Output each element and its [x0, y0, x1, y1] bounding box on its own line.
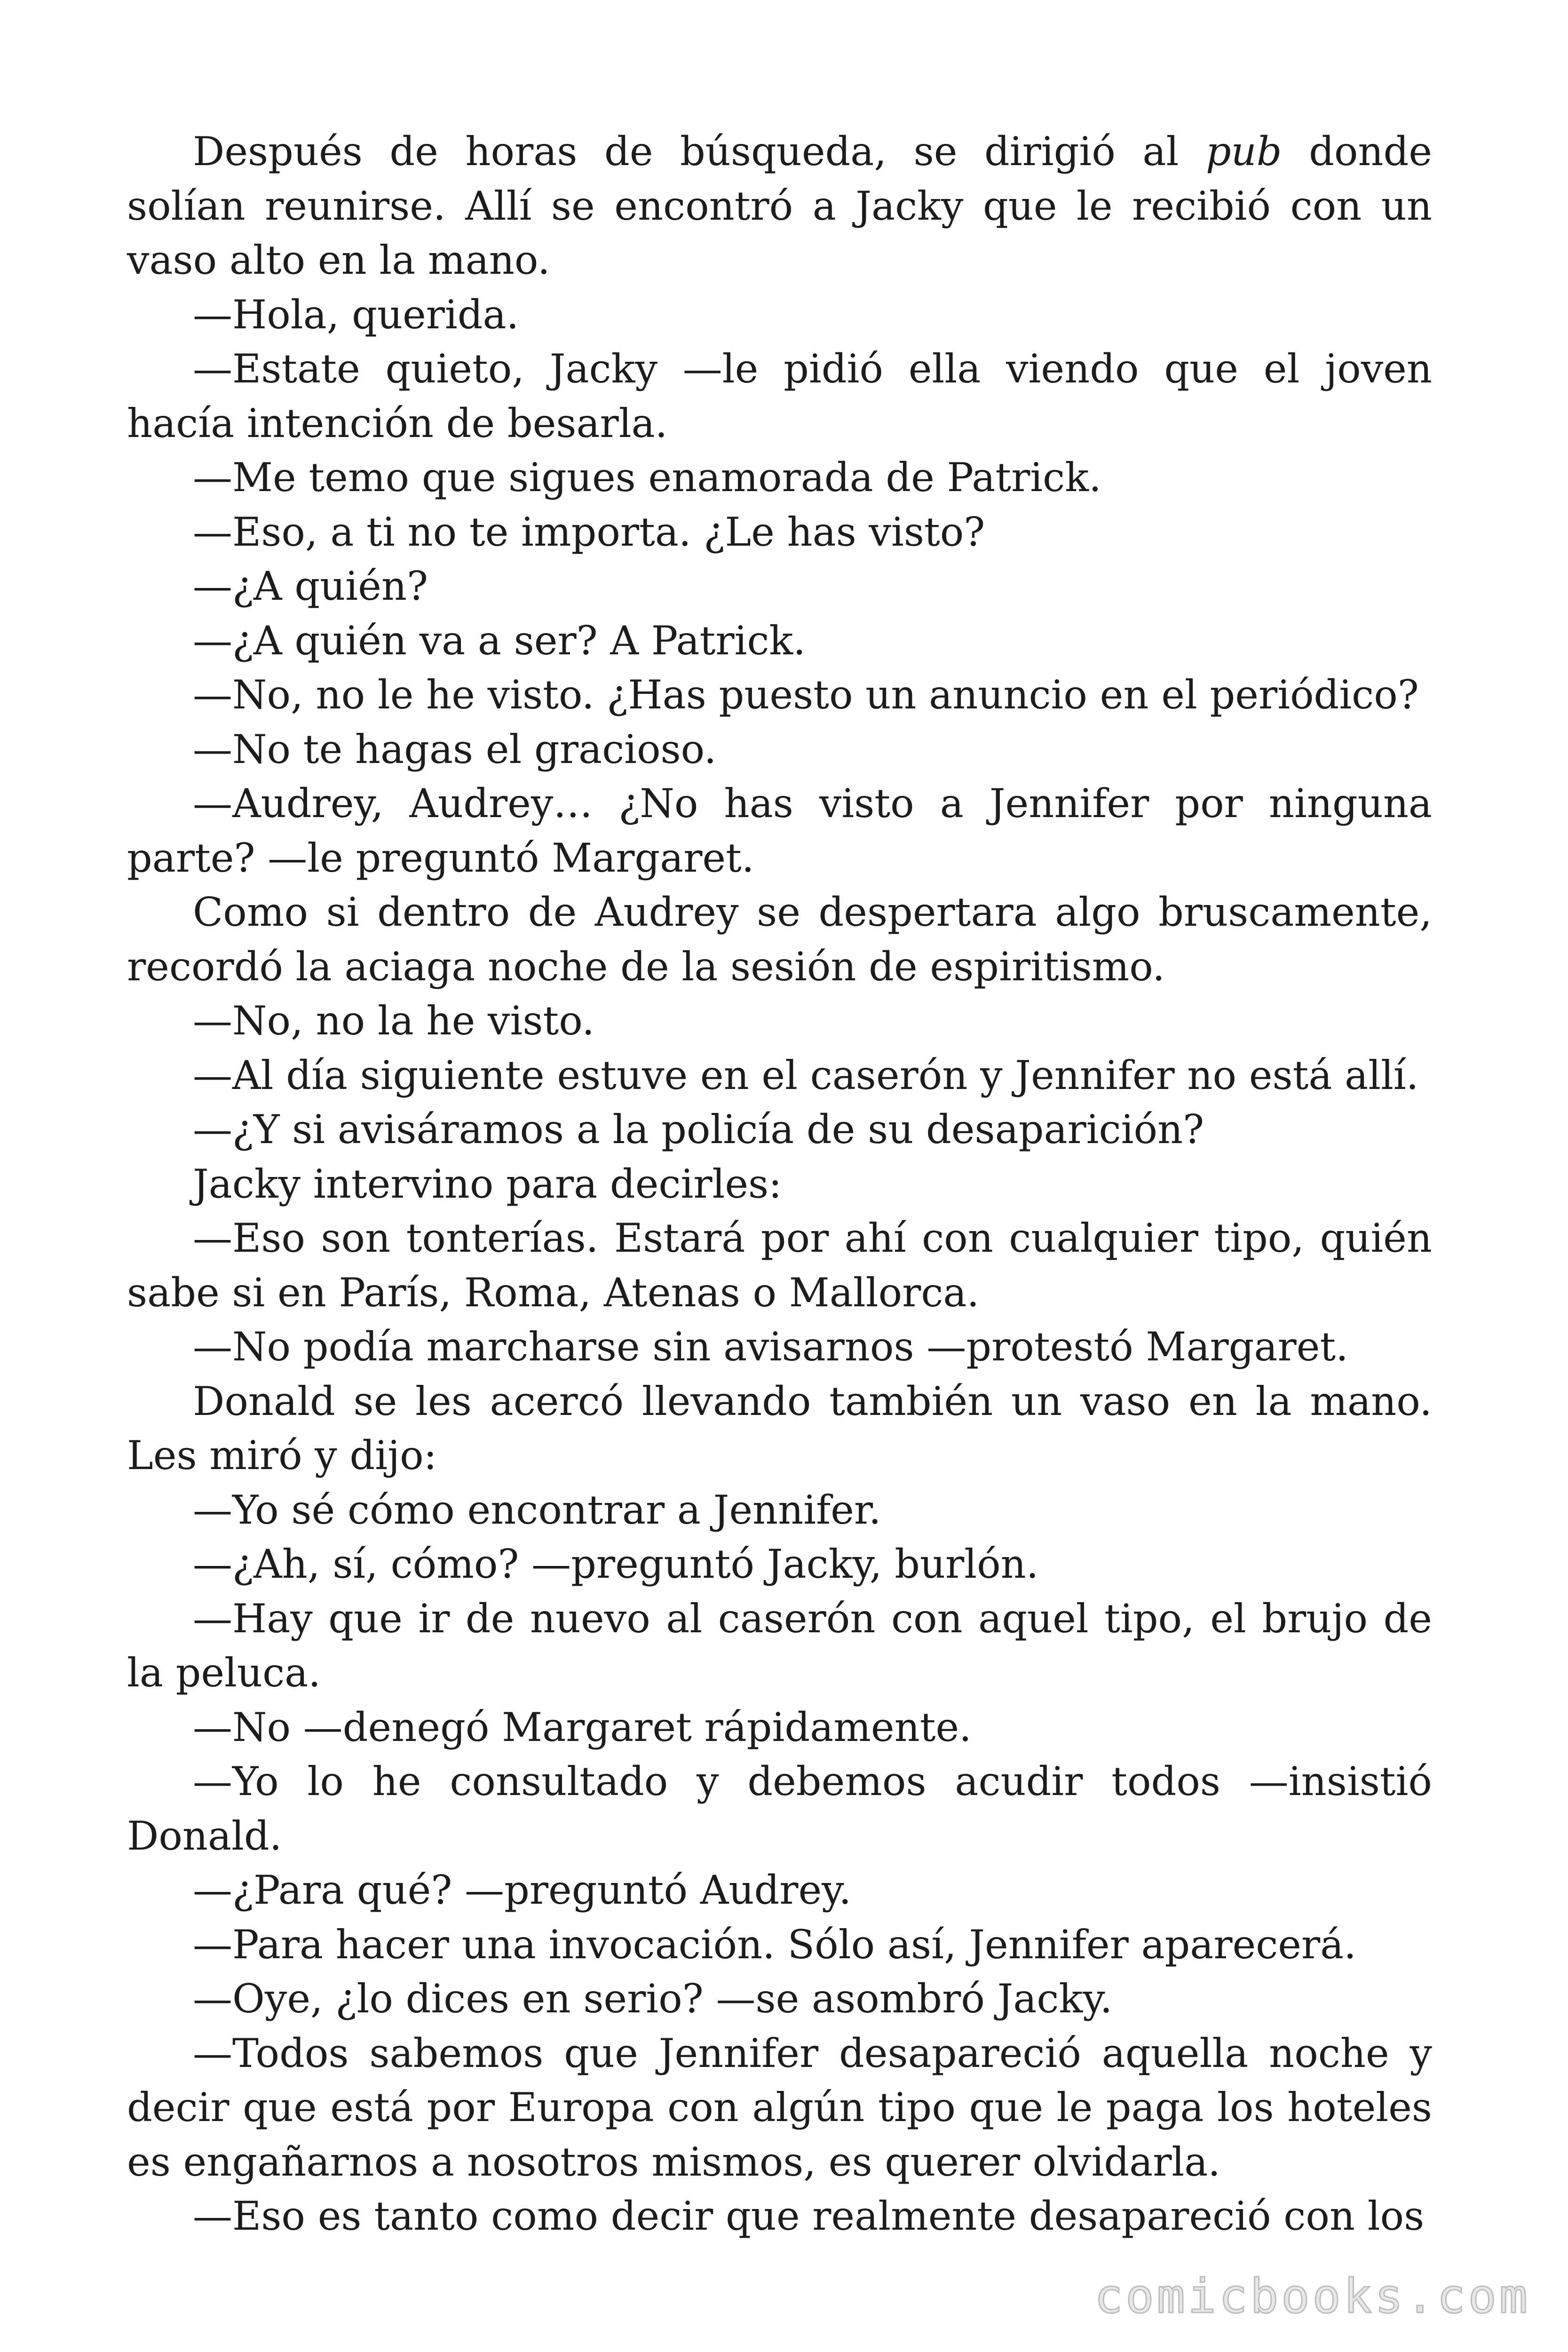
paragraph: Donald se les acercó llevando también un vaso en la mano. Les miró y dijo: — [127, 1378, 1432, 1478]
paragraph: —¿Y si avisáramos a la policía de su desaparición? — [193, 1106, 1204, 1152]
paragraph: —¿Para qué? —preguntó Audrey. — [193, 1867, 852, 1913]
paragraph: —No podía marcharse sin avisarnos —protestó Margaret. — [193, 1324, 1348, 1370]
paragraph: —Eso son tonterías. Estará por ahí con cualquier tipo, quién sabe si en París, Roma, Atenas o Mallorca. — [127, 1215, 1432, 1316]
italic-word: pub — [1205, 128, 1282, 175]
paragraph: —Todos sabemos que Jennifer desapareció aquella noche y decir que está por Europa con algún tipo que le paga los hoteles es engañarnos a nosotros mismos, es querer olvidarla. — [127, 2030, 1432, 2185]
paragraph: —Para hacer una invocación. Sólo así, Jennifer aparecerá. — [193, 1921, 1356, 1968]
paragraph: —Eso es tanto como decir que realmente desapareció con los — [193, 2193, 1425, 2239]
paragraph: —No, no la he visto. — [193, 998, 594, 1044]
paragraph: —No te hagas el gracioso. — [193, 726, 717, 772]
page-text — [127, 125, 1432, 2244]
paragraph: —Estate quieto, Jacky —le pidió ella viendo que el joven hacía intención de besarla. — [127, 346, 1432, 446]
paragraph: Después de horas de búsqueda, se dirigió al pub donde solían reunirse. Allí se encontró a Jacky que le recibió con un vaso alto en la mano. — [127, 128, 1432, 283]
paragraph: —Me temo que sigues enamorada de Patrick. — [193, 454, 1101, 501]
paragraph: —Hola, querida. — [193, 291, 519, 338]
paragraph: —Al día siguiente estuve en el caserón y Jennifer no está allí. — [193, 1052, 1419, 1098]
paragraph: —Eso, a ti no te importa. ¿Le has visto? — [193, 509, 985, 555]
paragraph: —¿Ah, sí, cómo? —preguntó Jacky, burlón. — [193, 1541, 1039, 1587]
paragraph: —Oye, ¿lo dices en serio? —se asombró Jacky. — [193, 1976, 1113, 2022]
paragraph: —Hay que ir de nuevo al caserón con aquel tipo, el brujo de la peluca. — [127, 1595, 1432, 1696]
paragraph: —Audrey, Audrey… ¿No has visto a Jennifer por ninguna parte? —le preguntó Margaret. — [127, 780, 1432, 881]
paragraph: Jacky intervino para decirles: — [193, 1160, 782, 1207]
paragraph: —Yo sé cómo encontrar a Jennifer. — [193, 1486, 881, 1533]
paragraph: —Yo lo he consultado y debemos acudir todos —insistió Donald. — [127, 1758, 1432, 1859]
paragraph: Como si dentro de Audrey se despertara algo bruscamente, recordó la aciaga noche de la sesión de espiritismo. — [127, 889, 1432, 990]
watermark: comicbooks.com — [1094, 2269, 1530, 2324]
paragraph: —¿A quién? — [193, 563, 428, 609]
paragraph: —No, no le he visto. ¿Has puesto un anuncio en el periódico? — [193, 672, 1419, 718]
paragraph: —¿A quién va a ser? A Patrick. — [193, 617, 806, 664]
paragraph: —No —denegó Margaret rápidamente. — [193, 1704, 972, 1750]
